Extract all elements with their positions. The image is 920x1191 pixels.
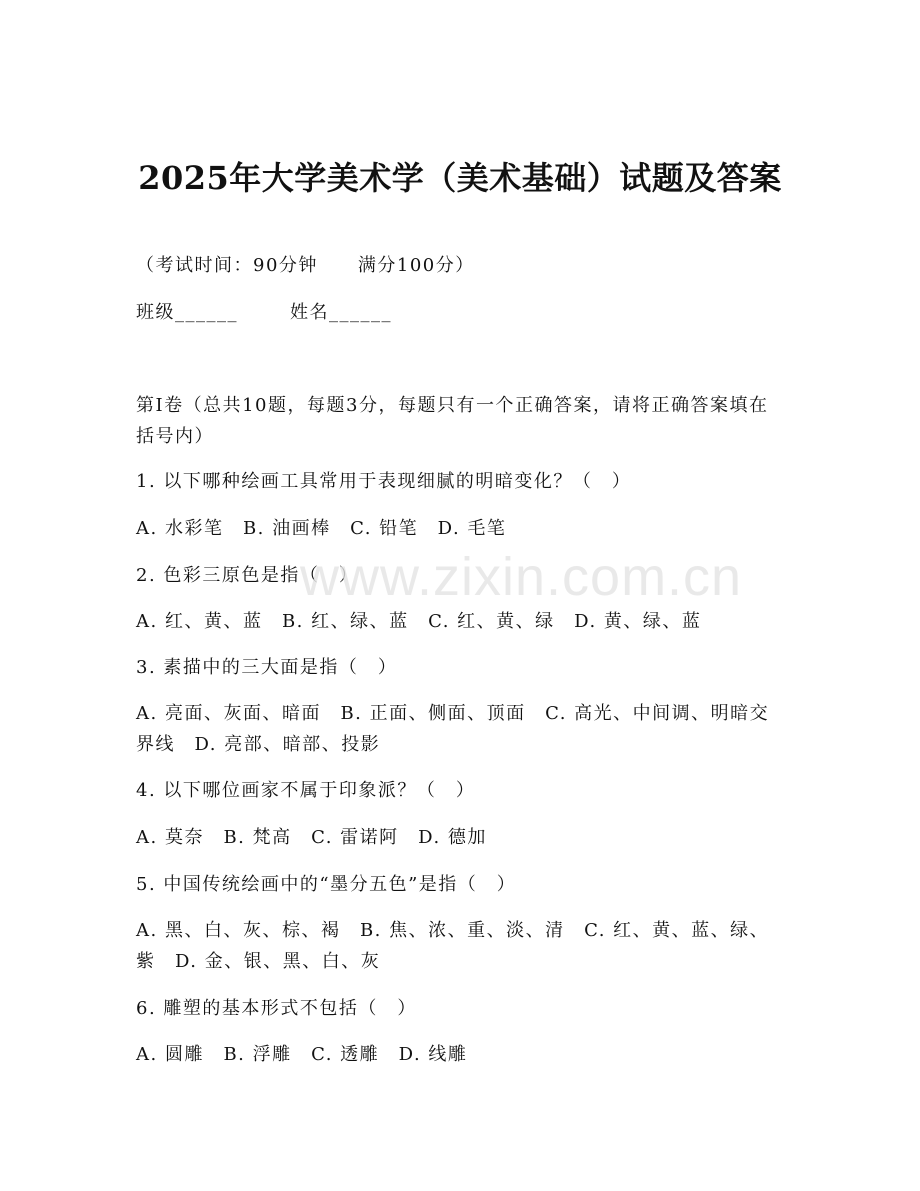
question-5-options: A. 黑、白、灰、棕、褐 B. 焦、浓、重、淡、清 C. 红、黄、蓝、绿、紫 D. 金、银、黑、白、灰 bbox=[136, 920, 770, 972]
exam-info bbox=[136, 250, 786, 281]
question-2-options: A. 红、黄、蓝 B. 红、绿、蓝 C. 红、黄、绿 D. 黄、绿、蓝 bbox=[136, 611, 702, 632]
question-1-options: A. 水彩笔 B. 油画棒 C. 铅笔 D. 毛笔 bbox=[136, 518, 507, 539]
question-5: 5. 中国传统绘画中的“墨分五色”是指（ ） bbox=[136, 874, 517, 895]
section-instructions: 第I卷（总共10题，每题3分，每题只有一个正确答案，请将正确答案填在括号内） bbox=[136, 395, 769, 447]
name-field-label: 姓名______ bbox=[290, 302, 392, 323]
question-1: 1. 以下哪种绘画工具常用于表现细腻的明暗变化？（ ） bbox=[136, 471, 632, 492]
class-field-label: 班级______ bbox=[136, 302, 238, 323]
site-watermark: www.zixin.com.cn bbox=[300, 547, 743, 607]
exam-full-score: 满分100分） bbox=[357, 255, 475, 276]
question-3-options: A. 亮面、灰面、暗面 B. 正面、侧面、顶面 C. 高光、中间调、明暗交界线 D. 亮部、暗部、投影 bbox=[136, 703, 770, 755]
question-2: 2. 色彩三原色是指（ ） bbox=[136, 565, 359, 586]
student-fields bbox=[136, 297, 786, 328]
document-title: 2025年大学美术学（美术基础）试题及答案 bbox=[138, 159, 782, 197]
question-6: 6. 雕塑的基本形式不包括（ ） bbox=[136, 998, 417, 1019]
question-4: 4. 以下哪位画家不属于印象派？（ ） bbox=[136, 780, 476, 801]
exam-time: （考试时间：90分钟 bbox=[136, 255, 318, 276]
question-4-options: A. 莫奈 B. 梵高 C. 雷诺阿 D. 德加 bbox=[136, 827, 487, 848]
question-6-options: A. 圆雕 B. 浮雕 C. 透雕 D. 线雕 bbox=[136, 1044, 468, 1065]
question-3: 3. 素描中的三大面是指（ ） bbox=[136, 657, 398, 678]
